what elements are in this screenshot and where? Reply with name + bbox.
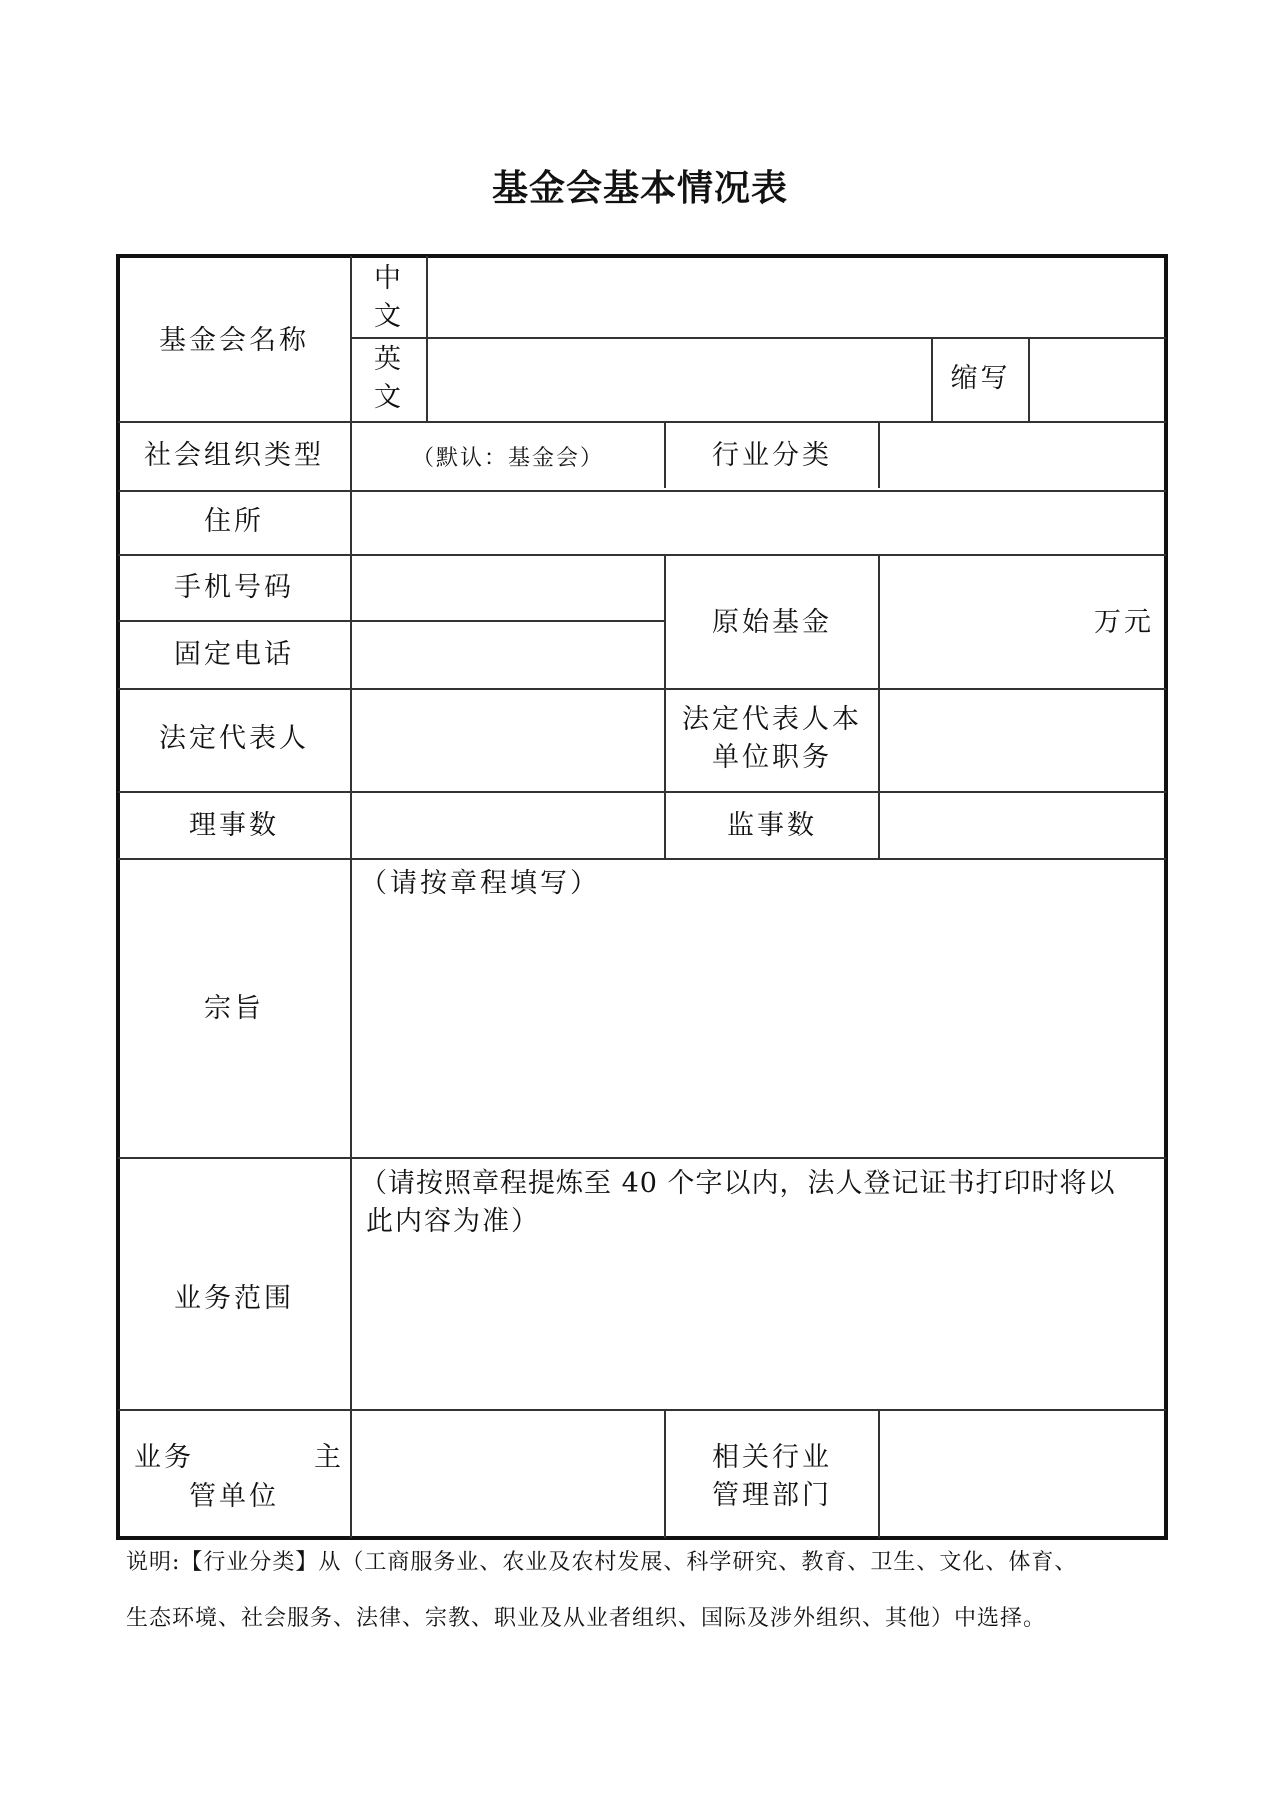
label-supervisor-unit-part1: 业务	[134, 1442, 194, 1473]
label-supervisor-unit-part3: 管单位	[189, 1481, 279, 1512]
input-supervisors[interactable]	[880, 793, 1166, 858]
input-abbreviation[interactable]	[1030, 339, 1166, 421]
label-english: 英 文	[374, 344, 404, 413]
label-related-dept: 相关行业 管理部门	[712, 1442, 832, 1511]
fund-unit: 万元	[1094, 607, 1154, 638]
label-business-scope: 业务范围	[174, 1283, 294, 1314]
org-type-default: （默认：基金会）	[411, 446, 604, 471]
input-industry[interactable]	[880, 423, 1166, 490]
label-legal-rep-position: 法定代表人本 单位职务	[682, 704, 862, 773]
label-org-type: 社会组织类型	[144, 440, 324, 471]
input-purpose[interactable]	[352, 860, 1166, 1157]
label-directors: 理事数	[189, 810, 279, 841]
input-legal-rep[interactable]	[352, 690, 664, 791]
label-industry: 行业分类	[712, 440, 832, 471]
note-line1: 说明:【行业分类】从（工商服务业、农业及农村发展、科学研究、教育、卫生、文化、体育、	[126, 1550, 1078, 1575]
input-address[interactable]	[352, 492, 1166, 554]
label-address: 住所	[204, 506, 264, 537]
label-fixed-phone: 固定电话	[174, 639, 294, 670]
input-directors[interactable]	[352, 793, 664, 858]
label-original-fund: 原始基金	[712, 607, 832, 638]
label-chinese: 中 文	[374, 263, 404, 332]
page-title: 基金会基本情况表	[491, 168, 788, 209]
input-chinese-name[interactable]	[428, 256, 1166, 337]
label-purpose: 宗旨	[204, 993, 264, 1024]
label-mobile: 手机号码	[174, 572, 294, 603]
label-foundation-name: 基金会名称	[159, 325, 309, 356]
purpose-hint: （请按章程填写）	[360, 868, 600, 899]
input-supervisor-unit[interactable]	[352, 1411, 664, 1538]
label-legal-rep: 法定代表人	[159, 723, 309, 754]
label-supervisor-unit-part2: 主	[314, 1442, 344, 1473]
input-business-scope[interactable]	[352, 1159, 1166, 1409]
input-fixed-phone[interactable]	[352, 622, 664, 688]
input-legal-rep-position[interactable]	[880, 690, 1166, 791]
input-related-dept[interactable]	[880, 1411, 1166, 1538]
scope-hint-line1: （请按照章程提炼至 40 个字以内，法人登记证书打印时将以	[360, 1168, 1116, 1199]
scope-hint-line2: 此内容为准）	[366, 1206, 540, 1237]
input-english-name[interactable]	[428, 339, 931, 421]
label-supervisors: 监事数	[727, 810, 817, 841]
label-abbreviation: 缩写	[950, 363, 1011, 394]
input-mobile[interactable]	[352, 556, 664, 620]
note-line2: 生态环境、社会服务、法律、宗教、职业及从业者组织、国际及涉外组织、其他）中选择。	[126, 1606, 1047, 1631]
